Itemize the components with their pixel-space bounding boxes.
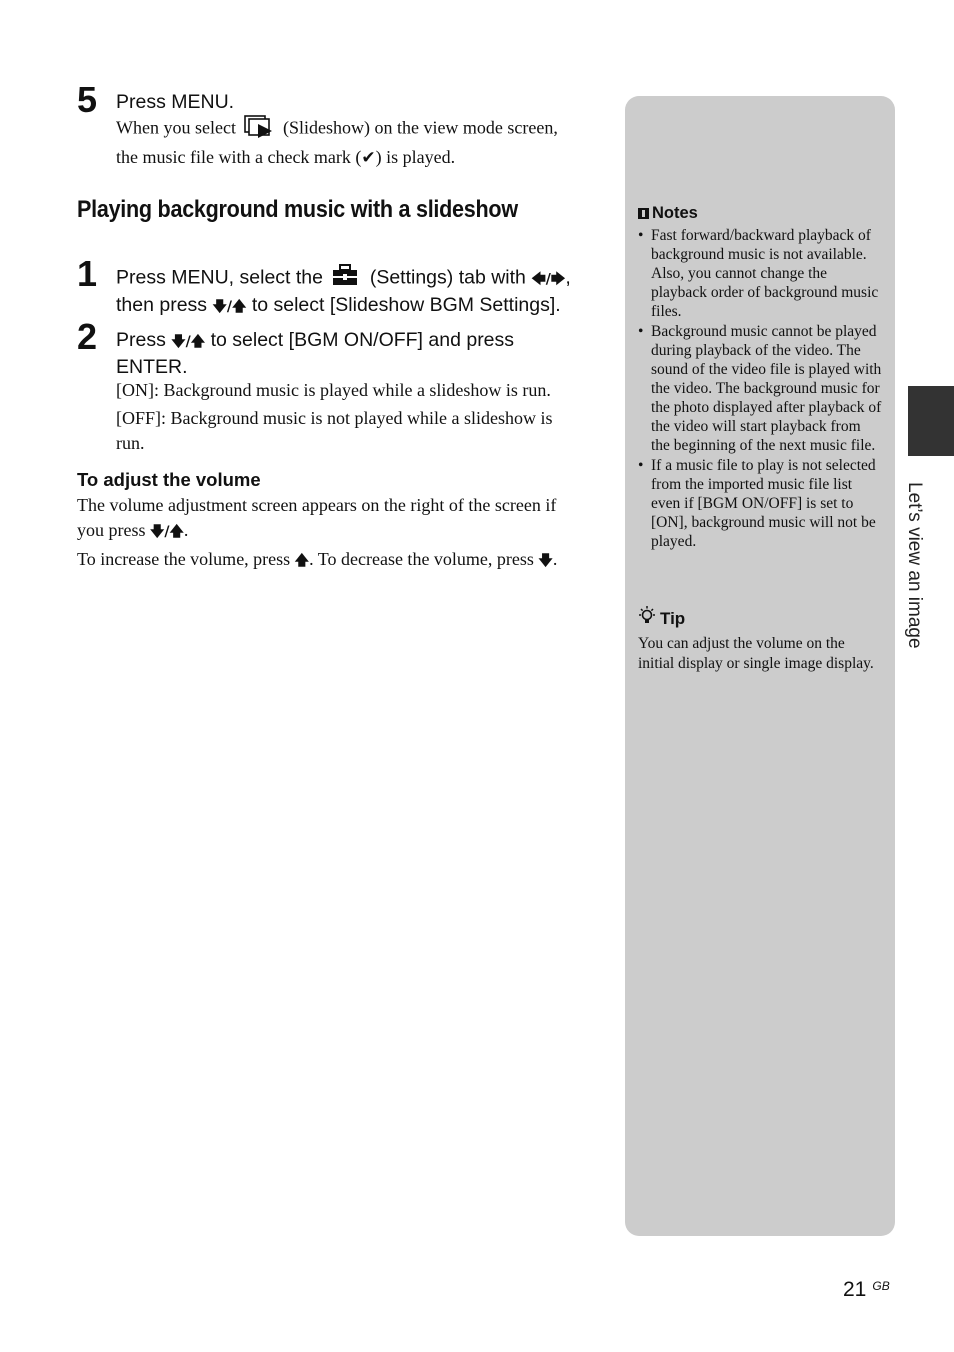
- step-1-text: [116, 264, 616, 320]
- volume-subheading: To adjust the volume: [77, 469, 261, 490]
- step-2-text: [116, 328, 616, 380]
- step-1-part-e: to select [Slideshow BGM Settings].: [251, 294, 561, 316]
- step-1-part-a: Press MENU, select the: [116, 266, 323, 289]
- step-1-part-c: ,: [565, 266, 571, 289]
- volume-line-3-b: . To decrease the volume, press: [309, 549, 534, 569]
- tip-section: [638, 606, 882, 674]
- chapter-label-text: Let’s view an image: [904, 482, 925, 649]
- notes-title-text: Notes: [652, 204, 698, 222]
- notes-heading: [638, 203, 882, 223]
- note-item: • If a music file to play is not selected from the imported music file list even if [BGM ON/OFF] is set to [ON], background music will not be played.: [638, 456, 882, 551]
- volume-line-3-c: .: [552, 549, 558, 569]
- bgm-on-description: [ON]: Background music is played while a slideshow is run.: [116, 380, 551, 400]
- page-number: [843, 1278, 890, 1302]
- up-arrow-icon: 🡅: [294, 553, 310, 569]
- section-title: Playing background music with a slideshow: [77, 196, 518, 223]
- tip-text: You can adjust the volume on the initial display or single image display.: [638, 635, 874, 672]
- notes-list: [638, 226, 882, 551]
- tip-title-text: Tip: [660, 608, 686, 628]
- down-arrow-icon: 🡇: [538, 553, 553, 569]
- step-5-text: [116, 114, 616, 171]
- bgm-off-description: [116, 406, 606, 456]
- down-up-arrows-icon: 🡇/🡅: [150, 524, 184, 540]
- chapter-label: [902, 482, 926, 682]
- step-5-text-b: (Slideshow) on the view mode screen,: [282, 117, 558, 138]
- notes-section: [638, 203, 882, 552]
- down-up-arrows-icon: 🡇/🡅: [171, 334, 206, 350]
- step-2-number: 2: [77, 316, 98, 357]
- volume-line-2-b: .: [183, 520, 189, 540]
- step-2-part-b: to select [BGM ON/OFF] and press: [210, 329, 515, 351]
- note-item: • Background music cannot be played during playback of the video. The sound of the video file is played with the video. The background music for the photo displayed after playback of the video will start playback from the beginning of the next music file.: [638, 322, 882, 455]
- step-5-text-a: When you select: [116, 117, 236, 138]
- step-5-text-d: ) is played.: [375, 147, 456, 167]
- left-right-arrows-icon: 🡄/🡆: [531, 271, 566, 288]
- note-item: • Fast forward/backward playback of background music is not available. Also, you cannot change the playback order of background music files.: [638, 226, 882, 321]
- volume-line-3-a: To increase the volume, press: [77, 549, 291, 569]
- volume-line-1: The volume adjustment screen appears on the right of the screen if: [77, 495, 557, 515]
- step-1-part-b: (Settings) tab with: [369, 266, 526, 289]
- chapter-tab: [908, 386, 954, 456]
- step-1-number: 1: [77, 253, 98, 294]
- settings-icon: [332, 264, 358, 293]
- volume-line-2-a: you press: [77, 520, 146, 540]
- bgm-off-line-1: [OFF]: Background music is not played while a slideshow is: [116, 408, 553, 428]
- step-2-part-c: ENTER.: [116, 356, 188, 378]
- down-up-arrows-icon: 🡇/🡅: [212, 299, 247, 315]
- lightbulb-icon: [638, 606, 656, 631]
- step-5-text-c: the music file with a check mark (: [116, 147, 362, 167]
- step-1-part-d: then press: [116, 294, 208, 316]
- notes-icon: [638, 208, 649, 219]
- slideshow-icon: [244, 114, 274, 145]
- tip-heading: [638, 606, 882, 631]
- volume-text: [77, 493, 607, 574]
- step-5-number: 5: [77, 79, 98, 120]
- bgm-off-line-2: run.: [116, 433, 145, 453]
- step-5-heading: Press MENU.: [116, 91, 235, 113]
- page-number-value: 21: [843, 1278, 867, 1301]
- check-mark-icon: ✔: [361, 148, 376, 168]
- step-2-part-a: Press: [116, 329, 166, 351]
- page-number-suffix: GB: [872, 1279, 890, 1293]
